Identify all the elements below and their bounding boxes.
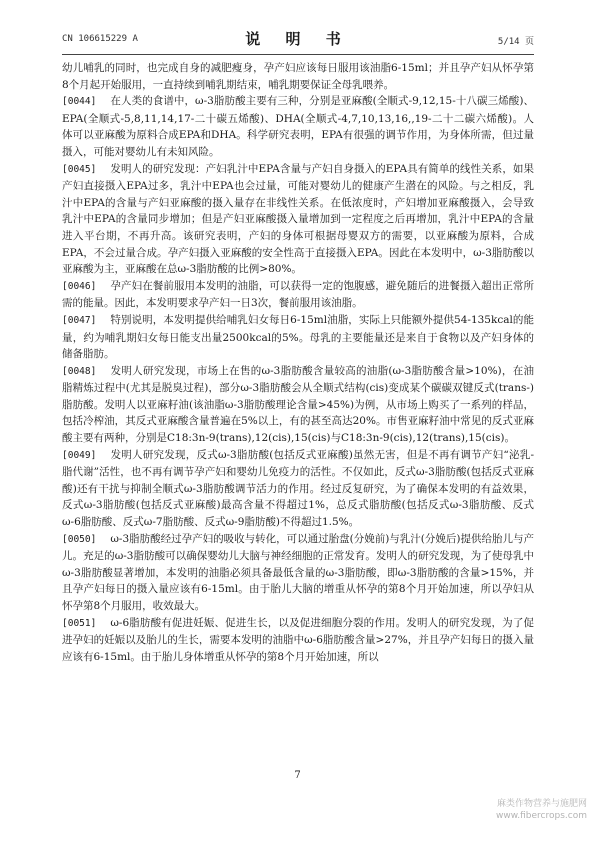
paragraph-tag: [0050]	[62, 533, 97, 545]
paragraph-text: ω-6脂肪酸有促进妊娠、促进生长，以及促进细胞分裂的作用。发明人的研究发现，为了促进孕妇的妊娠以及胎儿的生长，需要本发明的油脂中ω-6脂肪酸含量>27%，并且孕产妇每日的摄入量应该有6-15ml。由于胎儿身体增重从怀孕的第8个月开始加速，所以	[62, 616, 534, 663]
paragraph-text: 发明人研究发现，反式ω-3脂肪酸(包括反式亚麻酸)虽然无害，但是不再有调节产妇“泌乳-脂代谢”活性，也不再有调节孕产妇和婴幼儿免疫力的活性。不仅如此，反式ω-3脂肪酸(包括反式亚麻酸)还有干扰与抑制全顺式ω-3脂肪酸调节活力的作用。经过反复研究，为了确保本发明的有益效果，反式ω-3脂肪酸(包括反式亚麻酸)最高含量不得超过1%，总反式脂肪酸(包括反式ω-3脂肪酸、反式ω-6脂肪酸、反式ω-7脂肪酸、反式ω-9脂肪酸)不得超过1.5%。	[62, 448, 534, 529]
watermark-name: 麻类作物营养与施肥网	[496, 799, 587, 809]
paragraph-tag: [0046]	[62, 280, 97, 292]
paragraph-text: 幼儿哺乳的同时，也完成自身的减肥瘦身，孕产妇应该每日服用该油脂6-15ml；并且孕产妇从怀孕第8个月起开始服用，一直持续到哺乳期结束，哺乳期要保证全母乳喂养。	[62, 62, 534, 91]
header-divider	[62, 54, 534, 55]
page-indicator: 5/14 页	[497, 37, 534, 47]
paragraph-tag: [0047]	[62, 314, 97, 326]
page-number: 7	[294, 770, 301, 781]
paragraph-0046	[62, 278, 534, 312]
document-number: CN 106615229 A	[62, 34, 138, 44]
paragraph-tag: [0045]	[62, 163, 97, 175]
document-body	[62, 60, 534, 665]
paragraph-0049	[62, 447, 534, 531]
paragraph-0048	[62, 363, 534, 447]
paragraph-text: 发明人研究发现，市场上在售的ω-3脂肪酸含量较高的油脂(ω-3脂肪酸含量>10%)，在油脂精炼过程中(尤其是脱臭过程)，部分ω-3脂肪酸会从全顺式结构(cis)变成某个碳碳双键反式(trans-)脂肪酸。发明人以亚麻籽油(该油脂ω-3脂肪酸理论含量>45%)为例，从市场上购买了一系列的样品，包括冷榨油，其反式亚麻酸含量普遍在5%以上，有的甚至高达20%。市售亚麻籽油中常见的反式亚麻酸主要有两种，分别是C18:3n-9(trans),12(cis),15(cis)与C18:3n-9(cis),12(trans),15(cis)。	[62, 364, 534, 445]
paragraph-continued	[62, 60, 534, 93]
paragraph-0051	[62, 615, 534, 666]
page-header	[62, 24, 534, 54]
paragraph-0047	[62, 312, 534, 363]
paragraph-0050	[62, 531, 534, 615]
paragraph-text: 在人类的食谱中，ω-3脂肪酸主要有三种，分别是亚麻酸(全顺式-9,12,15-十八碳三烯酸)、EPA(全顺式-5,8,11,14,17-二十碳五烯酸)、DHA(全顺式-4,7,10,13,16,,19-二十二碳六烯酸)。人体可以亚麻酸为原料合成EPA和DHA。科学研究表明，EPA有很强的调节作用，为身体所需，但过量摄入，可能对婴幼儿有未知风险。	[62, 95, 534, 158]
paragraph-0045	[62, 161, 534, 278]
document-title: 说 明 书	[245, 30, 351, 48]
paragraph-tag: [0051]	[62, 617, 97, 629]
paragraph-tag: [0048]	[62, 365, 97, 377]
paragraph-tag: [0049]	[62, 449, 97, 461]
site-watermark	[496, 798, 587, 822]
paragraph-0044	[62, 93, 534, 160]
paragraph-text: 发明人的研究发现：产妇乳汁中EPA含量与产妇自身摄入的EPA具有简单的线性关系，如果产妇直接摄入EPA过多，乳汁中EPA也会过量，可能对婴幼儿的健康产生潜在的风险。与之相反，乳汁中EPA的含量与产妇亚麻酸的摄入量存在非线性关系。在低浓度时，产妇增加亚麻酸摄入，会导致乳汁中EPA的含量同步增加；但是产妇亚麻酸摄入量增加到一定程度之后再增加，乳汁中EPA的含量进入平台期，不再升高。该研究表明，产妇的身体可根据母婴双方的需要，以亚麻酸为原料，合成EPA，不会过量合成。孕产妇摄入亚麻酸的安全性高于直接摄入EPA。因此在本发明中，ω-3脂肪酸以亚麻酸为主，亚麻酸在总ω-3脂肪酸的比例>80%。	[62, 162, 534, 276]
paragraph-tag: [0044]	[62, 96, 97, 108]
paragraph-text: 孕产妇在餐前服用本发明的油脂，可以获得一定的饱腹感，避免随后的进餐摄入超出正常所需的能量。因此，本发明要求孕产妇一日3次，餐前服用该油脂。	[62, 279, 534, 310]
watermark-url: www.fibercrops.com	[496, 811, 587, 821]
paragraph-text: ω-3脂肪酸经过孕产妇的吸收与转化，可以通过胎盘(分娩前)与乳汁(分娩后)提供给胎儿与产儿。充足的ω-3脂肪酸可以确保婴幼儿大脑与神经细胞的正常发育。发明人的研究发现，为了使母乳中ω-3脂肪酸显著增加，本发明的油脂必须具备最低含量的ω-3脂肪酸，即ω-3脂肪酸的含量>15%，并且孕产妇每日的摄入量应该有6-15ml。由于胎儿大脑的增重从怀孕的第8个月开始加速，所以孕妇从怀孕第8个月服用，收效最大。	[62, 532, 535, 612]
paragraph-text: 特别说明，本发明提供给哺乳妇女每日6-15ml油脂，实际上只能额外提供54-135kcal的能量，约为哺乳期妇女每日能支出量2500kcal的5%。母乳的主要能量还是来自于食物以及产妇身体的储备脂肪。	[62, 313, 534, 361]
